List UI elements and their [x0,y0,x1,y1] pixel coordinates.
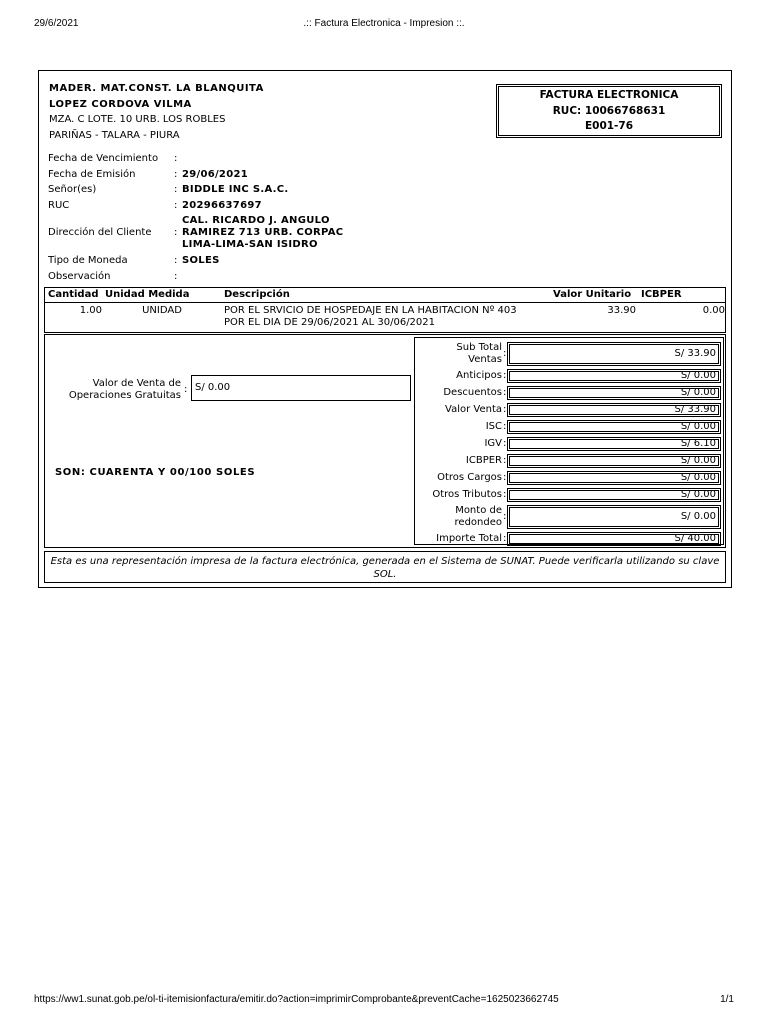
total-label [445,404,502,416]
total-row [415,454,725,468]
field-value: SOLES [182,255,220,266]
total-value: S/ 0.00 [507,369,721,383]
total-value: S/ 0.00 [507,386,721,400]
total-value: S/ 0.00 [507,488,721,502]
field-colon: : [174,153,178,164]
field-senor [48,182,468,198]
document-ruc: RUC: 10066768631 [552,104,666,117]
description-line: POR EL SRVICIO DE HOSPEDAJE EN LA HABITACION Nº 403 [224,305,517,316]
total-label [484,438,502,450]
header-descripcion: Descripción [224,289,290,300]
items-table [44,287,726,333]
field-value [182,215,343,251]
issuer-name: MADER. MAT.CONST. LA BLANQUITA [49,83,264,94]
invoice [38,70,732,588]
field-colon: : [174,255,178,266]
field-label: RUC [48,199,70,211]
total-row [415,403,725,417]
field-value: BIDDLE INC S.A.C. [182,184,289,195]
document-box [496,84,722,138]
field-colon: : [174,227,178,238]
total-value: S/ 6.10 [507,437,721,451]
field-colon: : [503,533,507,544]
field-colon: : [184,384,188,395]
total-label [432,489,502,501]
address-line: LIMA-LIMA-SAN ISIDRO [182,239,318,250]
total-value: S/ 33.90 [507,403,721,417]
amount-in-words: SON: CUARENTA Y 00/100 SOLES [55,467,256,478]
print-title: .:: Factura Electronica - Impresion ::. [303,18,465,29]
total-row [415,369,725,383]
gratuitas-field [53,375,413,405]
total-row [415,420,725,434]
total-label-line: redondeo [454,517,502,528]
total-row [415,532,725,546]
gratuitas-label-line: Operaciones Gratuitas [68,390,181,401]
field-direccion [48,213,468,253]
total-row [415,488,725,502]
total-label-line: Sub Total [456,342,502,353]
total-label [486,421,502,433]
header-unidad: Unidad Medida [105,289,190,300]
issuer-district: PARIÑAS - TALARA - PIURA [49,129,180,141]
total-value: S/ 0.00 [507,471,721,485]
issuer-block [49,81,264,143]
total-row [415,342,725,366]
field-colon: : [503,455,507,466]
field-ruc [48,198,468,214]
field-label: Fecha de Vencimiento [48,153,159,164]
field-label: Tipo de Moneda [48,255,128,266]
total-label-line: Valor Venta [445,404,502,415]
total-value: S/ 0.00 [507,505,721,529]
header-icbper: ICBPER [641,289,682,300]
total-label-line: Importe Total [436,533,502,544]
total-row [415,437,725,451]
field-colon: : [503,472,507,483]
issuer-owner: LOPEZ CORDOVA VILMA [49,98,192,110]
field-colon: : [503,421,507,432]
cell-cantidad: 1.00 [79,305,102,316]
header-valor-unitario: Valor Unitario [553,289,632,300]
total-value: S/ 33.90 [507,342,721,366]
document-type: FACTURA ELECTRONICA [539,89,679,101]
total-value: S/ 0.00 [507,420,721,434]
total-label-line: Anticipos [456,370,502,381]
total-label-line: ISC [485,421,502,432]
field-colon: : [174,270,178,282]
gratuitas-label-line: Valor de Venta de [92,378,181,389]
print-date: 29/6/2021 [34,18,79,29]
description-line: POR EL DIA DE 29/06/2021 AL 30/06/2021 [224,317,436,328]
field-colon: : [174,184,178,195]
field-colon: : [503,438,507,449]
address-line: RAMIREZ 713 URB. CORPAC [182,227,344,238]
field-label: Observación [48,270,111,282]
page-number: 1/1 [720,994,734,1005]
total-label-line: Monto de [455,505,502,516]
issuer-address: MZA. C LOTE. 10 URB. LOS ROBLES [49,114,226,125]
field-emision [48,167,468,183]
totals-box [414,337,724,545]
total-label [437,472,502,484]
field-label: Dirección del Cliente [48,227,152,238]
total-label-line: ICBPER [465,455,502,466]
field-colon: : [503,387,507,398]
gratuitas-label [53,378,181,402]
total-label [456,342,502,366]
legal-notice: Esta es una representación impresa de la factura electrónica, generada en el Sistema de SUNAT. Puede verificarla utilizando su clave SOL. [44,551,726,583]
total-label [466,455,502,467]
customer-fields [48,151,468,284]
total-label-line: Otros Cargos [437,472,502,483]
total-label-line: Otros Tributos [432,489,502,500]
total-label [443,387,502,399]
total-value: S/ 40.00 [507,532,721,546]
table-row [45,303,725,332]
total-label [436,533,502,545]
gratuitas-value: S/ 0.00 [191,375,411,401]
total-value: S/ 0.00 [507,454,721,468]
total-row [415,471,725,485]
total-label-line: IGV [484,438,502,449]
field-colon: : [503,348,507,359]
total-label [455,505,502,529]
header-cantidad: Cantidad [48,289,99,300]
total-label [456,370,502,382]
field-observacion [48,269,468,285]
field-label: Señor(es) [48,184,97,195]
total-label-line: Descuentos [443,387,502,398]
field-value: 29/06/2021 [182,168,248,180]
field-colon: : [503,404,507,415]
cell-unidad: UNIDAD [142,305,182,316]
field-colon: : [503,511,507,522]
items-header [45,288,725,303]
total-row [415,505,725,529]
field-colon: : [503,370,507,381]
field-label: Fecha de Emisión [48,168,136,180]
field-colon: : [174,199,178,211]
field-value: 20296637697 [182,199,262,211]
cell-icbper: 0.00 [702,305,725,316]
total-label-line: Ventas [468,354,502,365]
print-url: https://ww1.sunat.gob.pe/ol-ti-itemisionfactura/emitir.do?action=imprimirComprobante&preventCache=1625023662745 [34,994,559,1005]
cell-valor-unitario: 33.90 [607,305,636,316]
field-vencimiento [48,151,468,167]
cell-descripcion [224,305,554,329]
print-header [0,18,768,32]
field-moneda [48,253,468,269]
field-colon: : [503,489,507,500]
address-line: CAL. RICARDO J. ANGULO [182,215,330,226]
field-colon: : [174,168,178,180]
document-number: E001-76 [584,120,634,132]
totals-section [44,334,726,548]
total-row [415,386,725,400]
